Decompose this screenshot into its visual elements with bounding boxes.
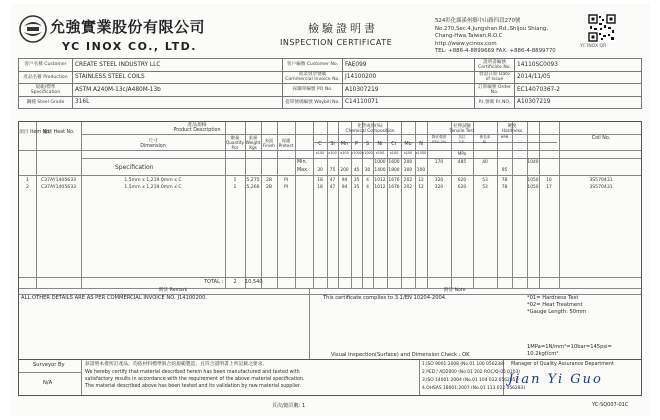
pi-no-label: P.I.號碼 P.I.NO. [475,96,515,109]
title-en: INSPECTION CERTIFICATE [280,38,393,47]
surveyor-value: N/A [43,380,53,386]
cert-ohsas: 4.OHSAS 18001:2007 (No.01 113 022 056283) [422,386,526,391]
row-extra: 16 [546,178,552,183]
heat-header: 爐號 Heat No. [42,130,75,135]
surveyor-label: Surveyor By [33,362,65,368]
cert-ped: 2.PED / AD2000 (No.01 202 ROC/Q-05 0103) [422,370,521,375]
element-label: Cr [391,141,397,147]
row-heat-no: C37AY1405633 [40,178,77,183]
header [18,12,642,60]
spec-min-value: 1600 [388,160,400,165]
waybill-no-label: 提單號碼編號 Waybill No. [283,96,343,109]
form-code: YC-SQ007-01C [592,402,629,408]
row-protect: PI [283,185,289,190]
invoice-no-value: J14100200 [343,71,475,84]
element-scale: x1000 [415,151,427,155]
element-label: C [318,141,322,147]
pi-no-value: A10307219 [515,96,642,109]
note-heat-treatment: *02= Heat Treatment [527,302,583,308]
signature: Jian Yi Guo [508,372,603,387]
page-number: 頁次/總頁數: 1 [272,403,306,409]
company-address: 524彰化縣溪州鄉中山路四段270號 No.270,Sec.4,Jungshan Rd.,Shijou Shiang, Chang-Hwa,Taiwan,R.O.C http://www.ycinox.com TEL: +886-4-8899669 FAX: +886-4-8899770 [435,18,556,55]
protect-header: 保護 Protect [278,138,294,148]
spec-max-value: 30 [317,168,323,173]
dimension-header: 尺寸 Dimension [140,139,166,150]
row-tensile-value: 78 [501,185,508,190]
tensile-header: 拉伸試驗 Tensile Test [449,124,475,134]
company-name-en: YC INOX CO., LTD. [62,40,197,53]
issue-date-label: 發證日期 Date of Issue [475,71,515,84]
customer-no-label: 客戶編號 Customer No. [283,59,343,72]
website-link[interactable]: http://www.ycinox.com [435,40,497,47]
row-chem-value: 1012 [374,178,386,183]
finish-header: 表面 Finish [263,138,275,148]
element-scale: x100 [375,151,385,155]
spec-min-value: 1000 [374,160,386,165]
company-name-zh: 允強實業股份有限公司 [50,18,206,36]
row-tensile-value: 53 [482,178,488,183]
row-dimension: 1.5mm x 1,219.0mm x C [124,178,182,183]
product-header: 產品規格 Product Description [173,123,221,134]
remark-text: ALL OTHER DETAILS ARE AS PER COMMERCIAL INVOICE NO. J14100200. [21,295,208,301]
statement-en-3: The material described above has been tested and its validation by raw material supplier. [85,384,302,389]
cert-iso14001: 3.ISO 14001:2004 (No.01 104 022 056285) [422,378,518,383]
steel-grade-label: 鋼種 Steel Grade [19,96,73,109]
issue-date-value: 2014/11/05 [515,71,642,84]
spec-max-value: 300 [403,168,413,173]
row-quantity: 1 [233,185,237,190]
element-scale: x1000 [351,151,362,155]
statement-en-2: satisfactory results in accordance with the requirement of the above material specification. [85,377,305,382]
invoice-no-label: 商業發票號碼 Commercial Invoice No. [283,71,343,84]
total-weight: 10,540 [245,279,263,285]
row-extra: 17 [546,185,552,190]
total-quantity: 2 [233,279,237,285]
row-chem-value: 4 [366,178,369,183]
spec-tensile-min: 170 [434,160,444,165]
specification-label: 規範/標準 Specification [19,84,73,97]
element-label: Ni [377,141,383,147]
item-header: 項目 Item No. [19,130,51,135]
row-tensile-value: 53 [482,185,488,190]
row-tensile-value: 620 [457,178,467,183]
element-label: S [365,141,370,147]
note-hardness: *01= Hardness Test [527,295,579,301]
heat-treatment-spec: 1040 [527,160,539,165]
max-label: Max. [297,168,309,173]
row-chem-value: 202 [403,178,413,183]
row-coil-no: 3S570431 [589,185,613,190]
customer-value: CREATE STEEL INDUSTRY LLC [73,59,283,72]
tensile-col-label: 抗拉 T.S. [458,135,466,145]
spec-max-value: 45 [353,168,360,173]
total-label: TOTAL : [204,279,224,285]
spec-max-value: 75 [329,168,336,173]
row-coil-no: 3S570431 [589,178,613,183]
element-scale: x100 [340,151,349,155]
row-finish: 2B [265,178,273,183]
element-scale: x100 [328,151,337,155]
row-tensile-value: 320 [434,178,444,183]
statement-en-1: We hereby certify that material described herein has been manufactured and tested with [85,370,300,375]
row-chem-value: 94 [341,185,348,190]
title-zh: 檢驗證明書 [308,22,378,35]
info-row [19,59,642,72]
qr-caption: YC INOX QR [580,44,607,49]
row-chem-value: 202 [403,185,413,190]
spec-tensile-min: 485 [457,160,467,165]
row-quantity: 1 [233,178,237,183]
row-protect: PI [283,178,289,183]
row-item: 1 [26,178,29,183]
row-weight: 5,266 [246,185,260,190]
element-scale: x100 [389,151,399,155]
production-label: 產品名稱 Production [19,71,73,84]
qr-code-icon[interactable] [588,14,616,42]
test-results-table [18,121,642,289]
certificate-no-value: 14110SC0093 [515,59,642,72]
row-chem-value: 47 [329,178,336,183]
min-label: Min. [297,160,308,165]
customer-label: 客戶名稱 Customer [19,59,73,72]
spec-max-value: 30 [364,168,371,173]
remark-label: 附註 Remark [159,288,188,293]
row-chem-value: 12 [418,185,424,190]
element-label: P [354,141,358,147]
coil-no-header: Coil No. [591,136,611,141]
remarks-section [18,288,642,360]
pressure-conversion-2: 10.2kgf/cm² [527,351,559,357]
spec-tensile-min: 40 [482,160,488,165]
spec-max-value: 200 [340,168,349,173]
pressure-conversion: 1MPa=1N/mm²=10bar=145psi= [527,344,612,350]
row-chem-value: 47 [329,185,336,190]
order-no-value: EC14070367-2 [515,84,642,97]
spec-max-value: 100 [416,168,426,173]
note-gauge-length: *Gauge Length: 50mm [527,309,587,315]
cert-iso9001: 1.ISO 9001:2008 (No.01 100 056238) [422,362,505,367]
order-no-label: 訂單編號 Order No. [475,84,515,97]
tensile-col-label: 伸長率 EL [479,135,491,145]
row-chem-value: 12 [418,178,424,183]
waybill-no-value: C14110071 [343,96,475,109]
element-label: Mo [404,141,412,147]
element-scale: x100 [403,151,413,155]
tensile-col-label: HRB [500,135,509,139]
weight-header: 重量 Weight Kgs [245,135,261,150]
certificate-no-label: 證明書編號 Certificate No. [475,59,515,72]
company-logo-icon [18,14,48,44]
row-tensile-value: 78 [501,178,508,183]
row-finish: 2B [265,185,273,190]
note-label: 附註 Note [444,288,466,293]
row-chem-value: 18 [317,185,323,190]
steel-grade-value: 316L [73,96,283,109]
info-row [19,84,642,97]
po-no-value: A10307219 [343,84,475,97]
row-weight: 5,275 [246,178,260,183]
row-chem-value: 94 [341,178,348,183]
row-item: 2 [26,185,29,190]
element-label: Mn [340,141,349,147]
statement-zh: 茲證明本批所訂產品，均依材料標準與合約規範製造，且符合證明書上所記載之要求。 [85,362,268,367]
row-chem-value: 1676 [388,185,400,190]
customer-no-value: FAE099 [343,59,475,72]
row-heat-treatment: 1050 [527,185,539,190]
info-row [19,96,642,109]
element-label: N [419,141,423,147]
spec-min-value: 200 [403,160,413,165]
info-row [19,71,642,84]
row-chem-value: 1676 [388,178,400,183]
row-heat-no: C37AY1405633 [40,185,77,190]
row-chem-value: 4 [366,185,369,190]
manager-label: Manager of Quality Assurance Department [511,362,614,367]
row-heat-treatment: 1050 [527,178,539,183]
info-grid [18,58,642,109]
tensile-col-label: 降伏強度 Y.P.0.2% [431,135,447,145]
spec-max-value: 1400 [374,168,386,173]
specification-value: ASTM A240M-13c/A480M-13b [73,84,283,97]
element-label: Si [330,141,335,147]
row-chem-value: 35 [353,185,360,190]
specification-label: Specification [115,164,154,171]
units-label: MPa [457,151,467,156]
quantity-header: 數量 Quantity Pcs [225,135,245,150]
row-dimension: 1.5mm x 1,219.0mm x C [124,185,182,190]
row-tensile-value: 620 [457,185,467,190]
spec-tensile-max: 95 [501,168,508,173]
row-tensile-value: 320 [434,185,444,190]
certificate-compliance: This certificate complies to 3.1/EN 10204-2004. [323,295,447,301]
element-scale: x100 [315,151,325,155]
chemical-header: 化學成份(%) Chemical Composition [345,124,395,134]
row-chem-value: 35 [353,178,360,183]
production-value: STAINLESS STEEL COILS [73,71,283,84]
row-chem-value: 18 [317,178,323,183]
element-scale: x1000 [362,151,373,155]
spec-max-value: 1800 [388,168,400,173]
visual-inspection: Visual Inspection(Surface) and Dimension Check : OK [331,352,470,358]
row-chem-value: 1012 [374,185,386,190]
po-no-label: 採購單編號 PO No. [283,84,343,97]
certificate-sheet [10,4,650,416]
hardness-header: 硬度 Hardness [501,124,523,134]
